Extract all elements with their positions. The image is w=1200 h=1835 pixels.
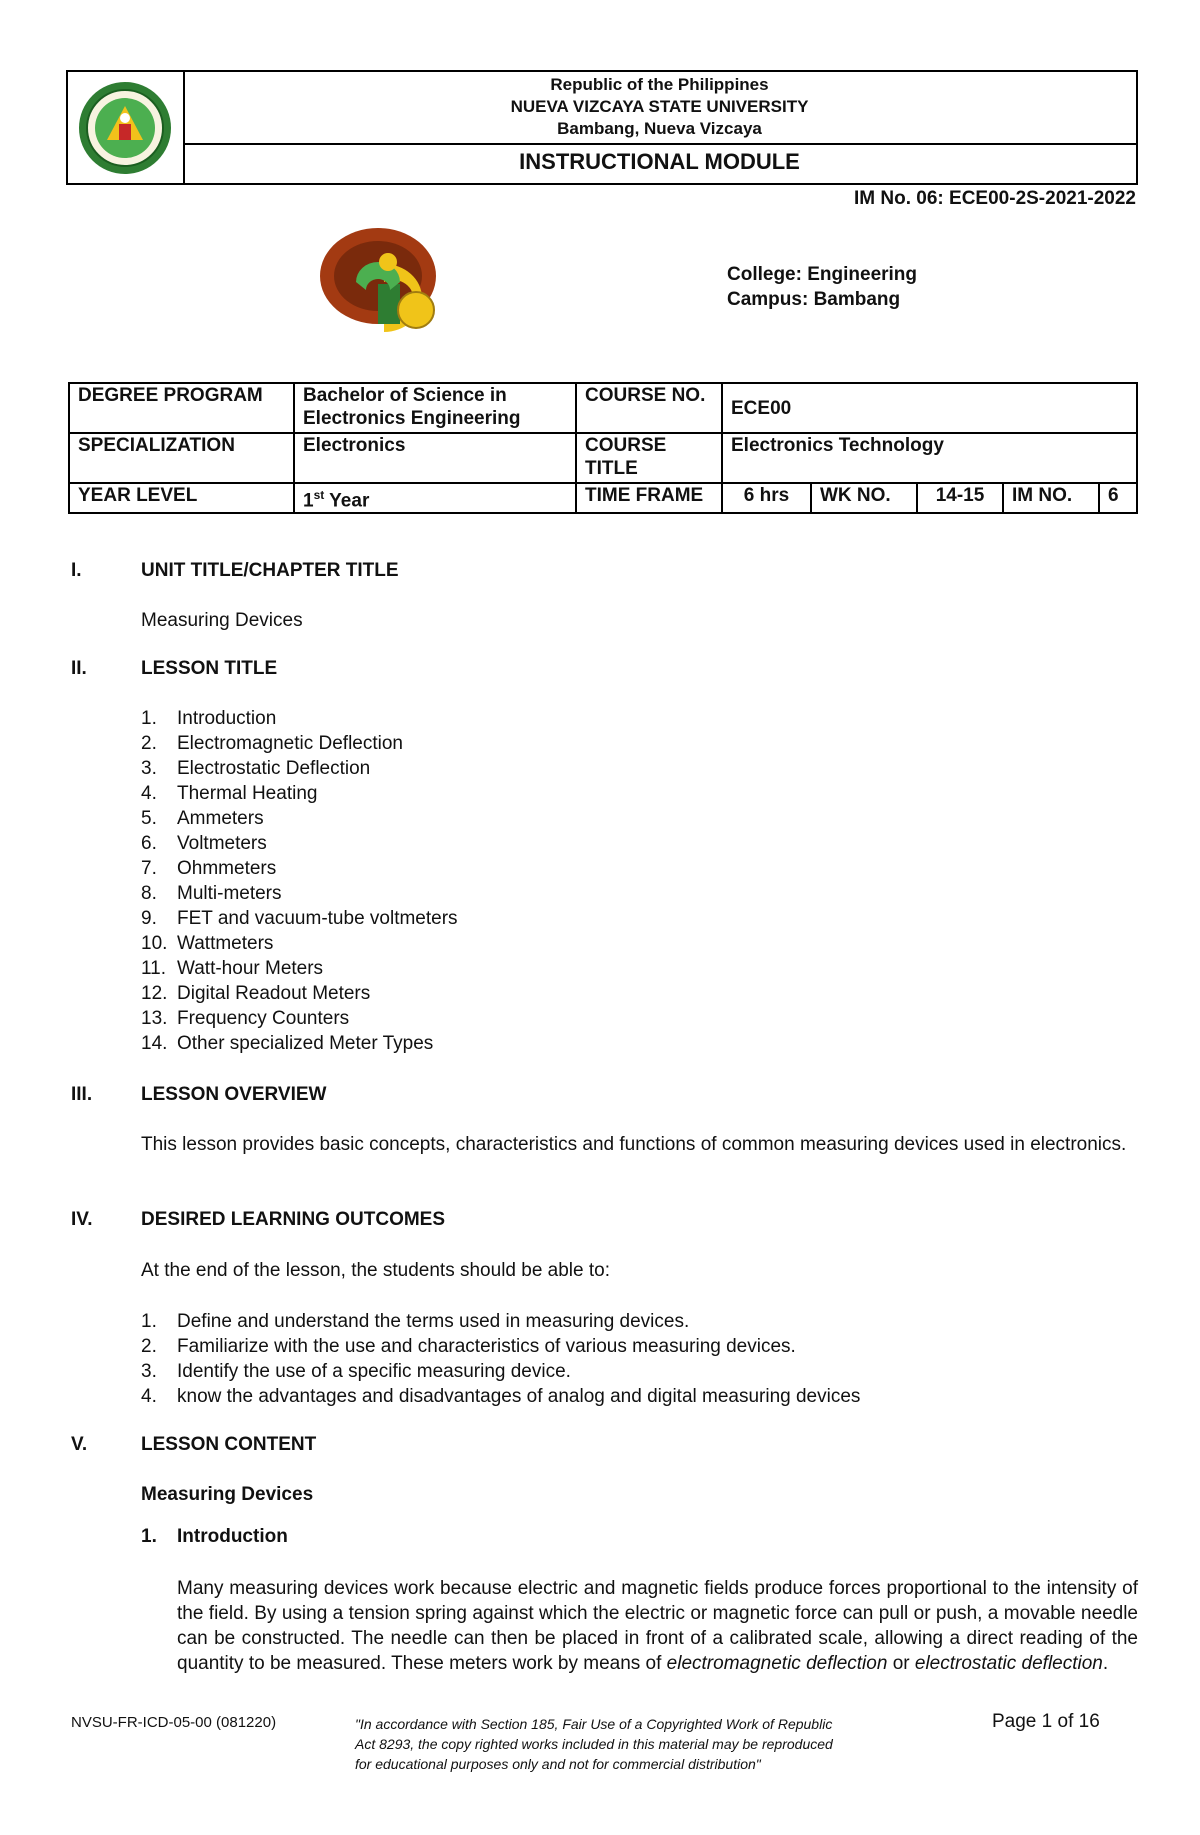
copyright-line-3: for educational purposes only and not for commercial distribution" [355, 1756, 761, 1772]
university-location: Bambang, Nueva Vizcaya [557, 119, 762, 138]
list-item [141, 906, 458, 931]
year-suffix: Year [324, 490, 370, 512]
list-text: Frequency Counters [177, 1008, 350, 1029]
list-item [141, 881, 458, 906]
specialization-value: Electronics [294, 433, 576, 483]
college-of-engineering-logo [318, 224, 450, 334]
course-title-label: COURSE TITLE [576, 433, 722, 483]
list-number: 6. [141, 833, 157, 854]
list-item [141, 831, 458, 856]
section-1-heading: UNIT TITLE/CHAPTER TITLE [141, 560, 399, 581]
week-label: WK NO. [811, 483, 917, 513]
university-name: NUEVA VIZCAYA STATE UNIVERSITY [510, 97, 809, 116]
list-text: Thermal Heating [177, 783, 318, 804]
republic-line: Republic of the Philippines [550, 75, 769, 94]
list-number: 2. [141, 1336, 157, 1357]
list-text: Identify the use of a specific measuring device. [177, 1361, 571, 1382]
list-item [141, 781, 458, 806]
list-text: Multi-meters [177, 883, 282, 904]
campus-label: Campus: Bambang [727, 289, 901, 310]
list-number: 7. [141, 858, 157, 879]
year-number: 1 [303, 490, 314, 512]
learning-outcomes-list [141, 1309, 860, 1409]
subsection-number: 1. [141, 1526, 157, 1547]
copyright-notice [355, 1714, 833, 1774]
course-no-value: ECE00 [722, 383, 1137, 433]
list-number: 5. [141, 808, 157, 829]
list-item [141, 731, 458, 756]
emphasis-electromagnetic: electromagnetic deflection [666, 1653, 888, 1674]
section-2-heading: LESSON TITLE [141, 658, 278, 679]
list-text: Ammeters [177, 808, 264, 829]
list-number: 1. [141, 1311, 157, 1332]
list-number: 14. [141, 1033, 168, 1054]
time-frame-label: TIME FRAME [576, 483, 722, 513]
list-text: Familiarize with the use and characteristics of various measuring devices. [177, 1336, 796, 1357]
list-text: know the advantages and disadvantages of analog and digital measuring devices [177, 1386, 861, 1407]
time-frame-value: 6 hrs [722, 483, 811, 513]
list-text: Electrostatic Deflection [177, 758, 371, 779]
lesson-title-list [141, 706, 458, 1056]
section-4-roman: IV. [71, 1209, 93, 1230]
paragraph-connector: or [887, 1653, 915, 1674]
section-3-heading: LESSON OVERVIEW [141, 1084, 327, 1105]
introduction-paragraph [177, 1576, 1138, 1676]
list-number: 10. [141, 933, 168, 954]
list-text: Ohmmeters [177, 858, 277, 879]
list-item [141, 1334, 860, 1359]
year-ordinal: st [313, 488, 325, 502]
list-number: 13. [141, 1008, 168, 1029]
list-text: Other specialized Meter Types [177, 1033, 434, 1054]
list-number: 8. [141, 883, 157, 904]
module-title: INSTRUCTIONAL MODULE [519, 149, 800, 174]
list-item [141, 856, 458, 881]
im-no-label: IM NO. [1003, 483, 1099, 513]
degree-label: DEGREE PROGRAM [69, 383, 294, 433]
week-value: 14-15 [917, 483, 1003, 513]
college-campus-block [727, 262, 917, 312]
copyright-line-1: "In accordance with Section 185, Fair Use of a Copyrighted Work of Republic [355, 1716, 833, 1732]
paragraph-text: Many measuring devices work because electric and magnetic fields produce forces proportional to the intensity of the field. By using a tension spring against which the electric or magnetic force can pull or push, a movable needle can be constructed. The needle can then be placed in front of a calibrated scale, allowing a direct reading of the quantity to be measured. These meters work by means of [177, 1578, 1138, 1674]
list-number: 2. [141, 733, 157, 754]
list-text: Voltmeters [177, 833, 267, 854]
section-5-heading: LESSON CONTENT [141, 1434, 317, 1455]
course-no-label: COURSE NO. [576, 383, 722, 433]
section-5-roman: V. [71, 1434, 88, 1455]
list-item [141, 981, 458, 1006]
lesson-content-subtitle: Measuring Devices [141, 1484, 314, 1505]
nvsu-seal-logo [77, 80, 173, 176]
section-3-roman: III. [71, 1084, 93, 1105]
list-text: Watt-hour Meters [177, 958, 324, 979]
document-header [66, 70, 1138, 185]
list-number: 3. [141, 758, 157, 779]
institution-heading [183, 72, 1136, 145]
subsection-title: Introduction [177, 1526, 288, 1547]
list-text: Digital Readout Meters [177, 983, 371, 1004]
emphasis-electrostatic: electrostatic deflection [914, 1653, 1103, 1674]
seal-cell [68, 72, 185, 183]
list-item [141, 806, 458, 831]
college-label: College: Engineering [727, 264, 918, 285]
list-item [141, 706, 458, 731]
im-no-value: 6 [1099, 483, 1137, 513]
section-4-intro: At the end of the lesson, the students should be able to: [141, 1260, 610, 1281]
copyright-line-2: Act 8293, the copy righted works included in this material may be reproduced [355, 1736, 833, 1752]
degree-value: Bachelor of Science in Electronics Engineering [294, 383, 576, 433]
list-item [141, 956, 458, 981]
list-text: Define and understand the terms used in measuring devices. [177, 1311, 690, 1332]
specialization-label: SPECIALIZATION [69, 433, 294, 483]
page-number: Page 1 of 16 [992, 1711, 1100, 1732]
course-title-value: Electronics Technology [722, 433, 1137, 483]
section-1-roman: I. [71, 560, 82, 581]
list-text: Electromagnetic Deflection [177, 733, 403, 754]
form-code: NVSU-FR-ICD-05-00 (081220) [71, 1714, 277, 1731]
list-item [141, 931, 458, 956]
list-item [141, 1309, 860, 1334]
section-2-roman: II. [71, 658, 87, 679]
list-number: 11. [141, 958, 167, 979]
list-item [141, 756, 458, 781]
list-text: Introduction [177, 708, 277, 729]
list-item [141, 1031, 458, 1056]
list-item [141, 1384, 860, 1409]
section-3-text: This lesson provides basic concepts, characteristics and functions of common measuring devices used in electronics. [141, 1134, 1127, 1155]
list-number: 3. [141, 1361, 157, 1382]
list-text: FET and vacuum-tube voltmeters [177, 908, 458, 929]
section-1-text: Measuring Devices [141, 610, 303, 631]
course-info-table [68, 382, 1138, 514]
section-4-heading: DESIRED LEARNING OUTCOMES [141, 1209, 446, 1230]
list-item [141, 1006, 458, 1031]
year-level-label: YEAR LEVEL [69, 483, 294, 513]
paragraph-end: . [1102, 1653, 1109, 1674]
list-number: 1. [141, 708, 157, 729]
subsection-heading [141, 1526, 288, 1548]
list-number: 12. [141, 983, 168, 1004]
list-text: Wattmeters [177, 933, 274, 954]
list-number: 4. [141, 1386, 157, 1407]
year-level-value [294, 483, 576, 513]
list-number: 9. [141, 908, 157, 929]
list-item [141, 1359, 860, 1384]
im-number: IM No. 06: ECE00-2S-2021-2022 [854, 188, 1136, 209]
list-number: 4. [141, 783, 157, 804]
